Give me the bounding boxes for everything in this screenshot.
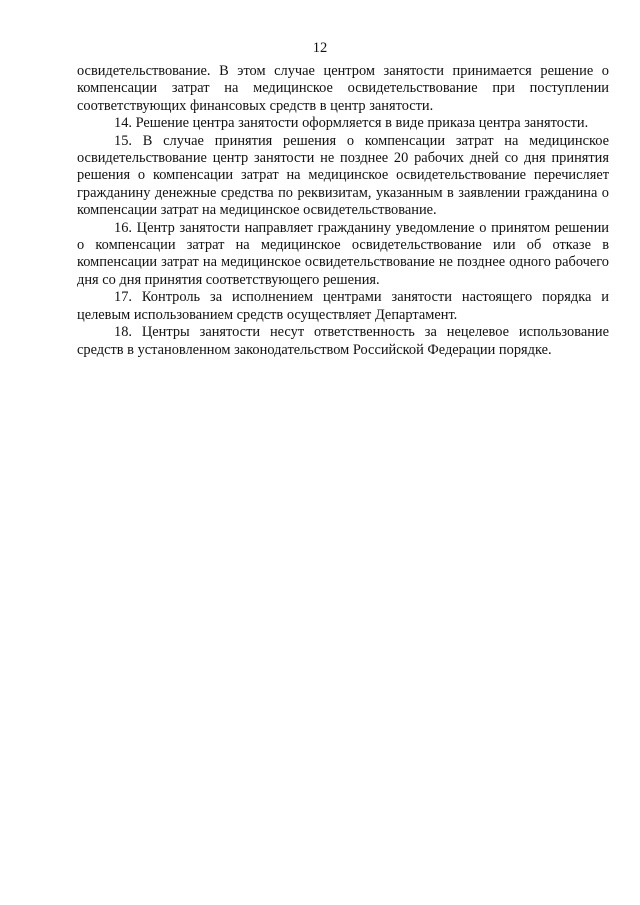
page-number: 12	[312, 40, 328, 56]
paragraph-continuation: освидетельствование. В этом случае центром занятости принимается решение о компенсации затрат на медицинское освидетельствование при поступлении соответствующих финансовых средств в центр занятости.	[77, 63, 609, 114]
paragraph-17: 17. Контроль за исполнением центрами занятости настоящего порядка и целевым использованием средств осуществляет Департамент.	[77, 289, 609, 323]
paragraph-16: 16. Центр занятости направляет гражданину уведомление о принятом решении о компенсации затрат на медицинское освидетельствование или об отказе в компенсации затрат на медицинское освидетельствование не позднее одного рабочего дня со дня принятия соответствующего решения.	[77, 219, 609, 288]
paragraph-18: 18. Центры занятости несут ответственность за нецелевое использование средств в установленном законодательством Российской Федерации порядке.	[77, 324, 609, 358]
paragraph-14: 14. Решение центра занятости оформляется в виде приказа центра занятости.	[114, 115, 589, 132]
paragraph-15: 15. В случае принятия решения о компенсации затрат на медицинское освидетельствование центр занятости не позднее 20 рабочих дней со дня принятия решения о компенсации затрат на медицинское освидетельствование перечисляет гражданину денежные средства по реквизитам, указанным в заявлении гражданина о компенсации затрат на медицинское освидетельствование.	[77, 132, 609, 219]
document-body	[77, 63, 609, 359]
